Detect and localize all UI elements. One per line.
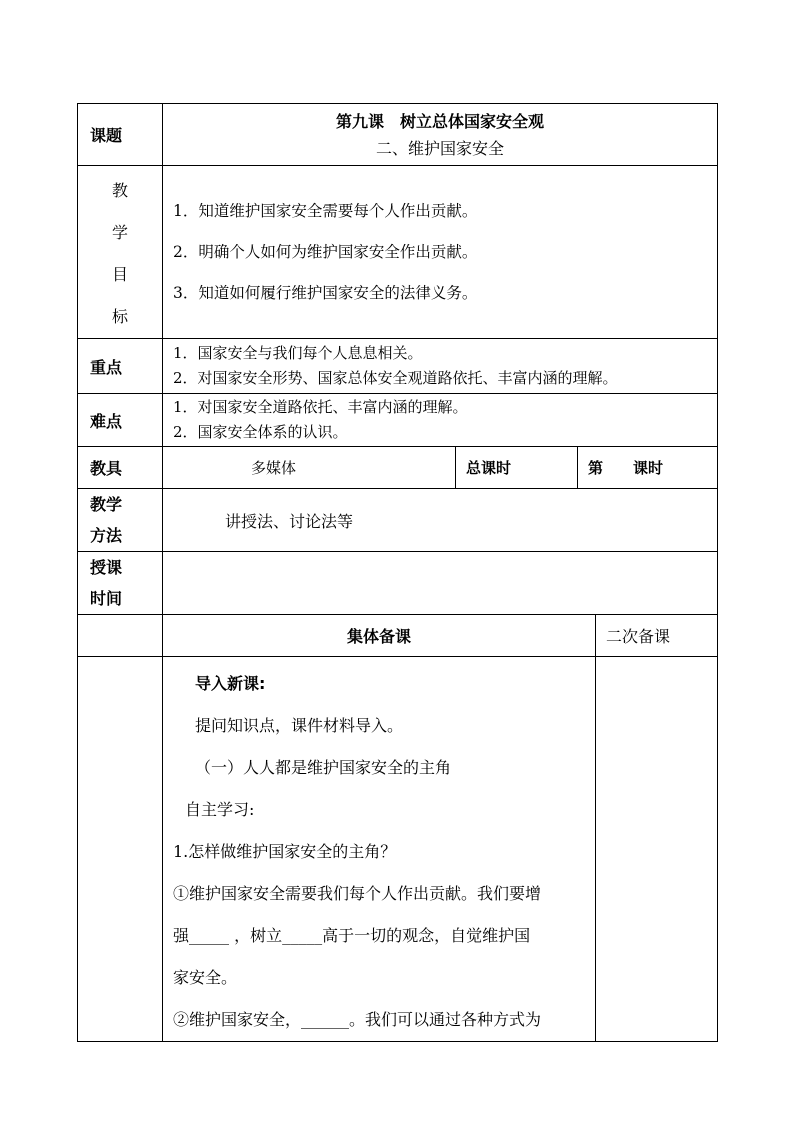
- lesson-title-cell: [163, 104, 718, 166]
- goals-label: [78, 166, 163, 339]
- method-row: [78, 489, 718, 552]
- time-row: [78, 552, 718, 615]
- key-points-list: [163, 339, 718, 394]
- difficulty-item: 1．对国家安全道路依托、丰富内涵的理解。: [173, 398, 468, 416]
- key-point-item: 2．对国家安全形势、国家总体安全观道路依托、丰富内涵的理解。: [173, 369, 618, 387]
- lesson-title: 第九课 树立总体国家安全观: [336, 111, 545, 131]
- goals-row: [78, 166, 718, 339]
- paragraph-line: ①维护国家安全需要我们每个人作出贡献。我们要增: [173, 884, 542, 903]
- method-value: 讲授法、讨论法等: [163, 489, 718, 552]
- intro-text: 提问知识点，课件材料导入。: [195, 716, 404, 735]
- goals-list: [163, 166, 718, 339]
- paragraph-line: 强_____ ，树立_____高于一切的观念，自觉维护国: [173, 926, 531, 945]
- column-header-row: [78, 615, 718, 657]
- lesson-subtitle: 二、维护国家安全: [376, 138, 505, 158]
- empty-cell: [78, 657, 163, 1042]
- empty-cell: [78, 615, 163, 657]
- lesson-plan-table: [77, 103, 718, 1042]
- method-label: 教学 方法: [78, 489, 163, 552]
- paragraph-line: 家安全。: [173, 968, 238, 987]
- difficulties-label: 难点: [78, 394, 163, 447]
- goal-item: 2．明确个人如何为维护国家安全作出贡献。: [173, 242, 478, 261]
- group-prep-header: 集体备课: [163, 615, 596, 657]
- key-points-row: [78, 339, 718, 394]
- time-value: [163, 552, 718, 615]
- total-hours-label: 总课时: [456, 447, 578, 489]
- section-heading: （一）人人都是维护国家安全的主角: [195, 758, 452, 777]
- self-study-label: 自主学习:: [185, 800, 255, 819]
- group-prep-content: [163, 657, 596, 1042]
- question-1: 1.怎样做维护国家安全的主角？: [173, 842, 397, 861]
- tools-value: 多媒体: [163, 447, 456, 489]
- topic-label: 课题: [78, 104, 163, 166]
- difficulties-row: [78, 394, 718, 447]
- goals-label-char: 标: [111, 307, 128, 326]
- key-point-item: 1．国家安全与我们每个人息息相关。: [173, 344, 423, 362]
- content-row: [78, 657, 718, 1042]
- key-points-label: 重点: [78, 339, 163, 394]
- intro-heading: 导入新课:: [195, 674, 266, 693]
- goals-label-char: 目: [111, 265, 128, 284]
- goals-label-char: 教: [111, 181, 128, 200]
- paragraph-line: ②维护国家安全，______。我们可以通过各种方式为: [173, 1010, 542, 1029]
- difficulty-item: 2．国家安全体系的认识。: [173, 423, 348, 441]
- second-prep-header: 二次备课: [596, 615, 718, 657]
- goal-item: 1．知道维护国家安全需要每个人作出贡献。: [173, 201, 478, 220]
- second-prep-content: [596, 657, 718, 1042]
- goals-label-char: 学: [111, 223, 128, 242]
- tools-row: [78, 447, 718, 489]
- difficulties-list: [163, 394, 718, 447]
- tools-label: 教具: [78, 447, 163, 489]
- goal-item: 3．知道如何履行维护国家安全的法律义务。: [173, 283, 478, 302]
- lesson-number-label: 第 课时: [578, 447, 718, 489]
- time-label: 授课 时间: [78, 552, 163, 615]
- title-row: [78, 104, 718, 166]
